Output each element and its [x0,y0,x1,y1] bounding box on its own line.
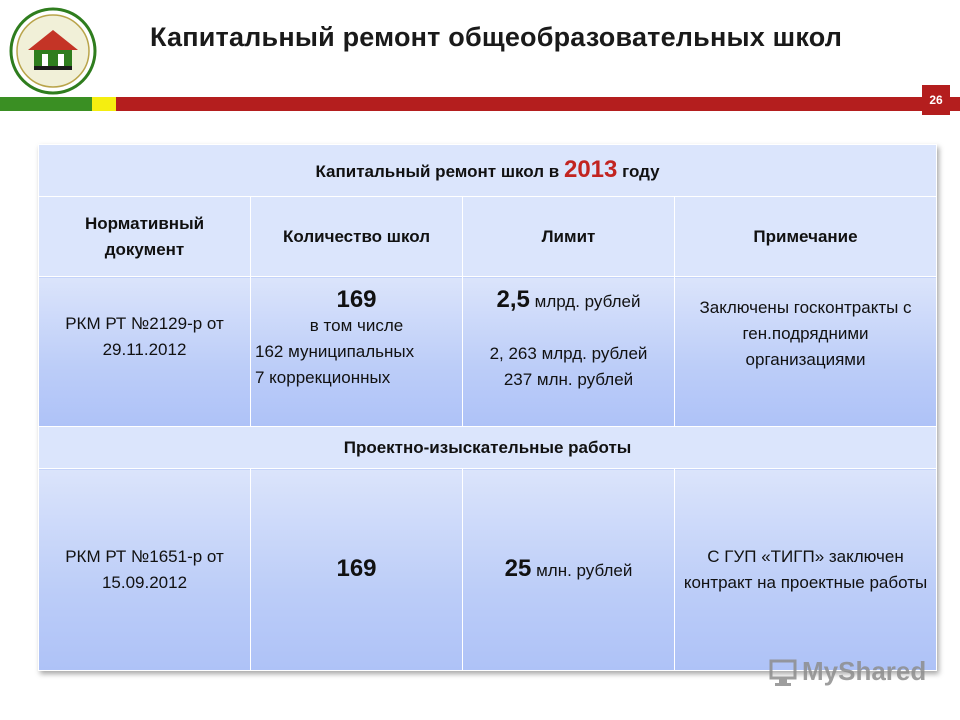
row2-limit: 25 млн. рублей [463,469,675,671]
header-stripe-yellow [92,97,116,111]
row2-count: 169 [251,469,463,671]
row1-note: Заключены госконтракты с ген.подрядними организациями [675,277,937,427]
row1-count: 169 в том числе 162 муниципальных 7 коррекционных [251,277,463,427]
repair-table [38,144,937,671]
row1-count-total: 169 [336,286,377,313]
section-title-design-works: Проектно-изыскательные работы [39,427,937,469]
page-number-badge: 26 [922,85,950,115]
section-title-2013: Капитальный ремонт школ в 2013 году [39,145,937,197]
row1-limit: 2,5 млрд. рублей 2, 263 млрд. рублей 237 млн. рублей [463,277,675,427]
row2-note: С ГУП «ТИГП» заключен контракт на проектные работы [675,469,937,671]
row1-document: РКМ РТ №2129-р от 29.11.2012 [39,277,251,427]
header-stripe-red [116,97,960,111]
column-header-limit: Лимит [463,197,675,277]
column-header-document: Нормативный документ [39,197,251,277]
monitor-icon [768,657,798,687]
row1-limit-value: 2,5 [496,286,530,313]
watermark: MyShared [768,656,926,687]
column-header-count: Количество школ [251,197,463,277]
page-title: Капитальный ремонт общеобразовательных школ [150,22,843,52]
row2-limit-value: 25 [504,554,532,582]
row2-document: РКМ РТ №1651-р от 15.09.2012 [39,469,251,671]
ministry-logo [8,6,98,96]
header-stripe-green [0,97,92,111]
column-header-note: Примечание [675,197,937,277]
